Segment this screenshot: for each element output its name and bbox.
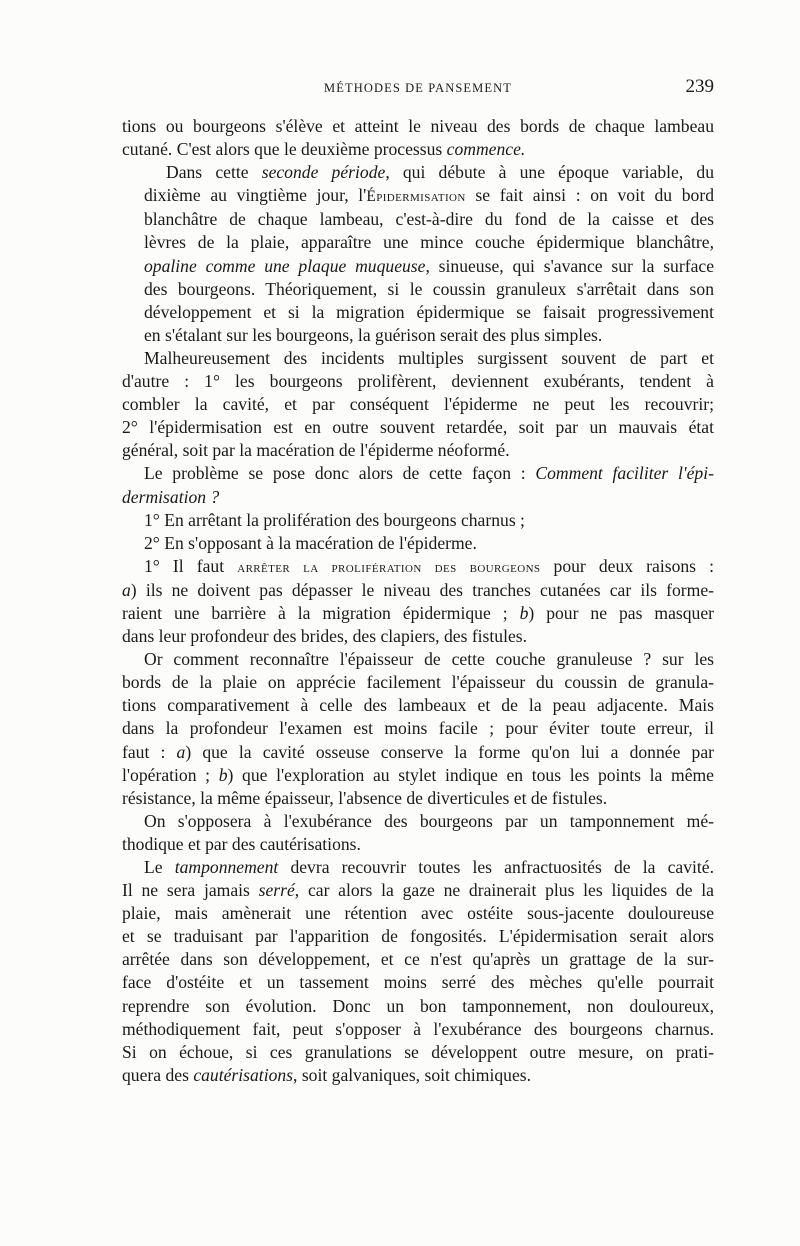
body-text	[122, 115, 714, 1087]
text-line: dans leur profondeur des brides, des clapiers, des fistules.	[122, 626, 528, 647]
text-line: méthodiquement fait, peut s'opposer à l'exubérance des bourgeons charnus.	[122, 1018, 714, 1039]
running-head	[122, 78, 714, 100]
text-span: ) ils ne doivent pas dépasser le niveau des tranches cutanées car ils forme-	[130, 579, 714, 600]
italic-span: b	[519, 602, 529, 623]
italic-span: tamponnement	[174, 857, 279, 877]
paragraph	[122, 347, 714, 462]
text-line	[122, 184, 714, 208]
text-line: 2° En s'opposant à la macération de l'épiderme.	[144, 532, 477, 553]
text-line: tions comparativement à celle des lambeaux et de la peau adjacente. Mais	[122, 695, 714, 716]
italic-span: a	[122, 579, 131, 600]
text-span: Le	[144, 857, 175, 877]
text-line	[122, 462, 714, 485]
text-line: arrêtée dans son développement, et ce n'est qu'après un grattage de la sur-	[122, 949, 714, 970]
text-line: reprendre son évolution. Donc un bon tamponnement, non douloureux,	[122, 995, 714, 1016]
text-line	[122, 161, 714, 184]
text-line	[122, 856, 714, 879]
text-span: l'opération ;	[122, 764, 219, 785]
small-caps-span: arrêter la prolifération des bourgeons	[237, 558, 541, 576]
italic-span: dermisation ?	[122, 486, 220, 507]
text-span: ) que la cavité osseuse conserve la forme qu'on lui a donnée par	[185, 741, 714, 762]
text-line	[122, 138, 714, 161]
text-line: Si on échoue, si ces granulations se développent outre mesure, on prati-	[122, 1041, 714, 1062]
text-line: Or comment reconnaître l'épaisseur de cette couche granuleuse ? sur les	[144, 649, 714, 670]
text-line: résistance, la même épaisseur, l'absence de diverticules et de fistules.	[122, 787, 608, 808]
small-caps-span: Épidermisation	[366, 188, 466, 206]
text-line: d'autre : 1° les bourgeons prolifèrent, deviennent exubérants, tendent à	[122, 371, 714, 392]
italic-span: opaline comme une plaque muqueuse	[144, 255, 426, 276]
text-span: dixième au vingtième jour, l'	[144, 185, 367, 206]
text-span: Il ne sera jamais	[122, 880, 259, 901]
paragraph	[122, 462, 714, 554]
italic-span: cautérisations	[193, 1064, 294, 1085]
text-line: plaie, mais amènerait une rétention avec ostéite sous-jacente douloureuse	[122, 903, 714, 924]
text-line: 2° l'épidermisation est en outre souvent retardée, soit par un mauvais état	[122, 417, 714, 438]
text-line: en s'étalant sur les bourgeons, la guérison serait des plus simples.	[144, 324, 603, 345]
text-line	[122, 602, 714, 625]
text-line	[122, 486, 714, 509]
page-number: 239	[685, 76, 714, 97]
text-line: blanchâtre de chaque lambeau, c'est-à-dire du fond de la caisse et des	[144, 209, 714, 230]
italic-span: seconde période	[261, 162, 386, 183]
paragraph	[122, 161, 714, 347]
text-span: , qui débute à une époque variable, du	[385, 162, 714, 183]
italic-span: Comment faciliter l'épi-	[535, 463, 714, 484]
text-line: combler la cavité, et par conséquent l'épiderme ne peut les recouvrir;	[122, 394, 714, 415]
text-line: face d'ostéite et un tassement moins serré des mèches qu'elle pourrait	[122, 972, 714, 993]
paragraph	[122, 555, 714, 648]
paragraph	[122, 648, 714, 810]
text-span: Le problème se pose donc alors de cette façon :	[144, 463, 536, 484]
text-span: devra recouvrir toutes les anfractuosités de la cavité.	[278, 857, 714, 877]
text-line: général, soit par la macération de l'épiderme néoformé.	[122, 440, 510, 461]
text-span: faut :	[122, 741, 177, 762]
text-span: 1° Il faut	[144, 555, 238, 576]
running-title: MÉTHODES DE PANSEMENT	[324, 81, 512, 95]
text-line: tions ou bourgeons s'élève et atteint le niveau des bords de chaque lambeau	[122, 116, 714, 136]
paragraph	[122, 856, 714, 1087]
text-line: thodique et par des cautérisations.	[122, 833, 361, 854]
text-line: développement et si la migration épidermique se faisait progressivement	[144, 301, 714, 322]
text-span: , sinueuse, qui s'avance sur la surface	[425, 255, 714, 276]
text-line: des bourgeons. Théoriquement, si le coussin granuleux s'arrêtait dans son	[144, 278, 714, 299]
text-span: , car alors la gaze ne drainerait plus les liquides de la	[294, 880, 714, 901]
text-line	[122, 1064, 714, 1087]
italic-span: commence.	[446, 139, 526, 160]
text-line	[122, 741, 714, 764]
text-line	[122, 879, 714, 902]
text-span: ) que l'exploration au stylet indique en tous les points la même	[227, 764, 714, 785]
text-line: dans la profondeur l'examen est moins facile ; pour éviter toute erreur, il	[122, 718, 714, 739]
paragraph	[122, 810, 714, 856]
text-span: ) pour ne pas masquer	[528, 602, 714, 623]
text-line: et se traduisant par l'apparition de fongosités. L'épidermisation serait alors	[122, 926, 714, 947]
text-span: raient une barrière à la migration épidermique ;	[122, 602, 520, 623]
paragraph	[122, 115, 714, 161]
italic-span: a	[176, 741, 186, 762]
text-line	[122, 579, 714, 602]
italic-span: b	[218, 764, 228, 785]
text-span: pour deux raisons :	[540, 555, 714, 576]
text-span: cutané. C'est alors que le deuxième processus	[122, 139, 447, 160]
text-span: se fait ainsi : on voit du bord	[465, 185, 714, 206]
text-span: quera des	[122, 1064, 194, 1085]
text-span: , soit galvaniques, soit chimiques.	[293, 1064, 532, 1085]
text-line: lèvres de la plaie, apparaître une mince couche épidermique blanchâtre,	[144, 232, 714, 253]
text-span: Dans cette	[166, 162, 262, 183]
text-line	[122, 255, 714, 278]
text-line: On s'opposera à l'exubérance des bourgeons par un tamponnement mé-	[144, 810, 714, 831]
text-line	[122, 764, 714, 787]
text-line	[122, 555, 714, 579]
text-line: bords de la plaie on apprécie facilement l'épaisseur du coussin de granula-	[122, 672, 714, 693]
text-line: 1° En arrêtant la prolifération des bourgeons charnus ;	[144, 509, 525, 530]
text-line: Malheureusement des incidents multiples surgissent souvent de part et	[144, 347, 714, 368]
italic-span: serré	[258, 880, 295, 901]
